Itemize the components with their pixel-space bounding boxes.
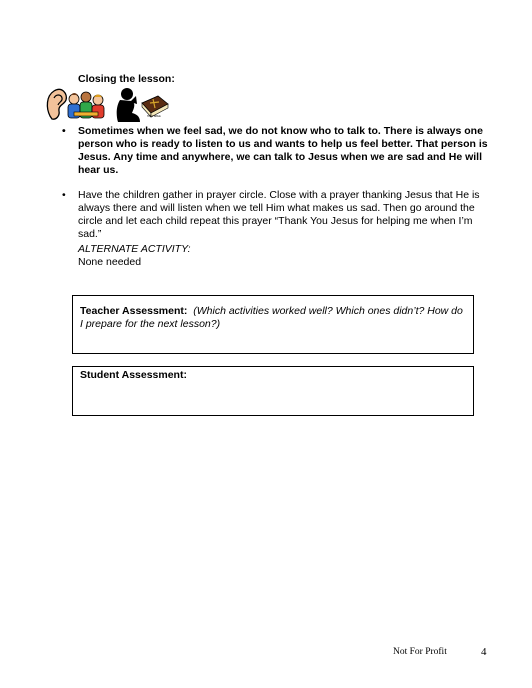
teacher-assessment-label: Teacher Assessment: (80, 305, 188, 317)
footer-text: Not For Profit (393, 647, 447, 657)
bullet-text-talk-to-jesus: Sometimes when we feel sad, we do not know who to talk to. There is always one person who is ready to listen to us and wants to help us feel better. That person is Jesus. Any time and anywhere, we can talk to Jesus when we are sad and He will hear us. (78, 125, 488, 176)
page-number: 4 (481, 646, 487, 658)
children-group-icon (68, 92, 104, 118)
lesson-icons (44, 86, 169, 124)
list-item (60, 125, 490, 177)
teacher-assessment-note: (Which activities worked well? Which ones didn’t? How do I prepare for the next lesson?) (80, 305, 463, 330)
student-assessment-label: Student Assessment: (80, 369, 187, 381)
alternate-activity-title: ALTERNATE ACTIVITY: (78, 243, 191, 255)
praying-child-icon (117, 88, 140, 122)
bullet-text-prayer-circle: Have the children gather in prayer circle. Close with a prayer thanking Jesus that He is always there and will listen when we tell Him what makes us sad. Then go around the circle and let each child repeat this prayer “Thank You Jesus for helping me when I’m sad.” (78, 189, 480, 240)
bullet-marker: • (62, 125, 66, 137)
holy-bible-icon (142, 96, 168, 118)
bible-cover-text: HOLY BIBLE (147, 115, 161, 118)
student-assessment-box[interactable] (72, 366, 474, 416)
list-item (60, 189, 490, 241)
section-heading: Closing the lesson: (78, 73, 175, 85)
closing-bullets (60, 125, 490, 241)
alternate-activity-text: None needed (78, 256, 142, 268)
alternate-activity (78, 243, 191, 269)
ear-icon (47, 89, 66, 119)
teacher-assessment-box[interactable] (72, 295, 474, 354)
bullet-marker: • (62, 189, 66, 201)
